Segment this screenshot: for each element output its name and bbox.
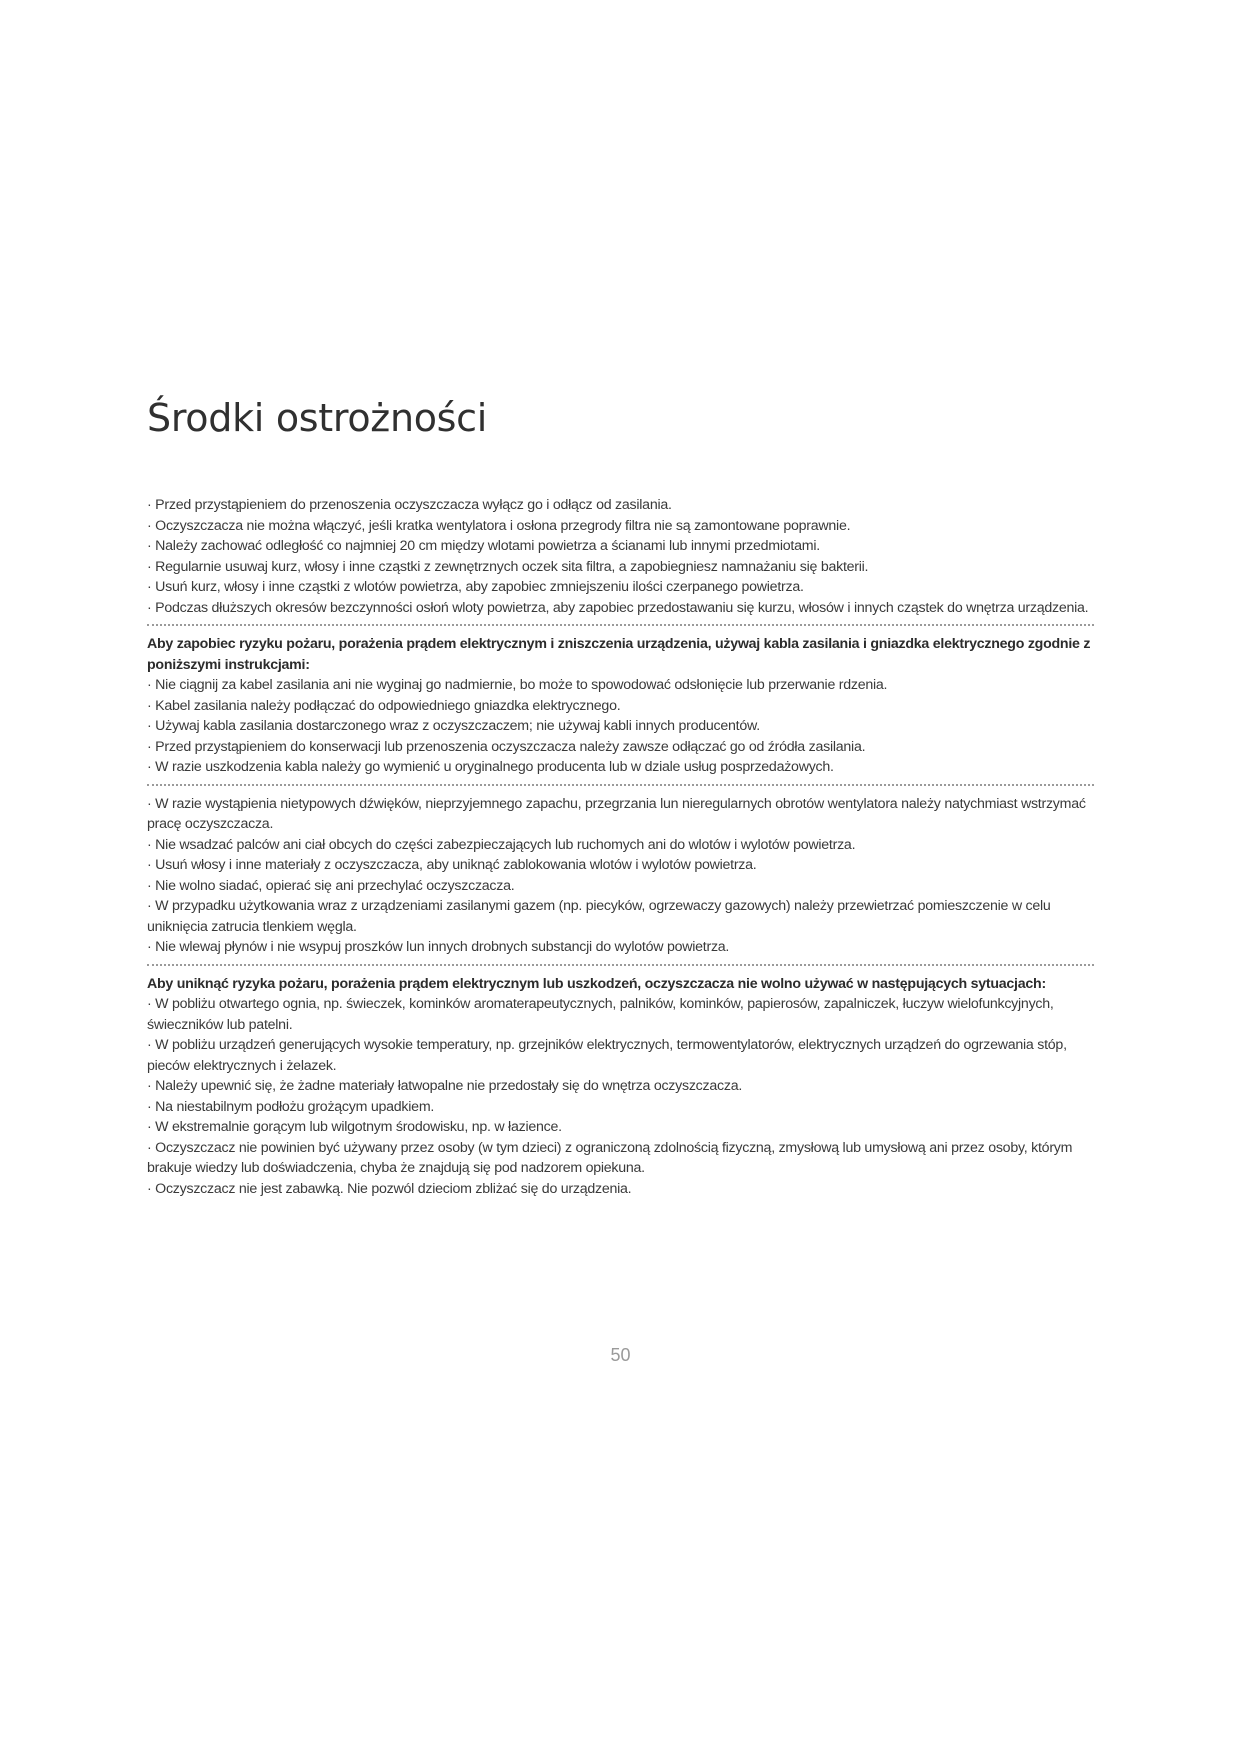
list-item: · Kabel zasilania należy podłączać do odpowiedniego gniazdka elektrycznego. [147, 696, 1094, 717]
list-item: · W ekstremalnie gorącym lub wilgotnym środowisku, np. w łazience. [147, 1117, 1094, 1138]
list-item: · Nie ciągnij za kabel zasilania ani nie wyginaj go nadmiernie, bo może to spowodować odsłonięcie lub przerwanie rdzenia. [147, 675, 1094, 696]
list-item: · W przypadku użytkowania wraz z urządzeniami zasilanymi gazem (np. piecyków, ogrzewaczy gazowych) należy przewietrzać pomieszczenie w celu uniknięcia zatrucia tlenkiem węgla. [147, 896, 1094, 937]
list-item: · Podczas dłuższych okresów bezczynności osłoń wloty powietrza, aby zapobiec przedostawaniu się kurzu, włosów i innych cząstek do wnętrza urządzenia. [147, 598, 1094, 619]
list-item: · Usuń włosy i inne materiały z oczyszczacza, aby uniknąć zablokowania wlotów i wylotów powietrza. [147, 855, 1094, 876]
list-item: · Używaj kabla zasilania dostarczonego wraz z oczyszczaczem; nie używaj kabli innych producentów. [147, 716, 1094, 737]
section-heading: Aby uniknąć ryzyka pożaru, porażenia prądem elektrycznym lub uszkodzeń, oczyszczacza nie wolno używać w następujących sytuacjach: [147, 975, 1046, 992]
list-item: · Na niestabilnym podłożu grożącym upadkiem. [147, 1097, 1094, 1118]
list-item: · W pobliżu urządzeń generujących wysokie temperatury, np. grzejników elektrycznych, termowentylatorów, elektrycznych urządzeń do ogrzewania stóp, pieców elektrycznych i żelazek. [147, 1035, 1094, 1076]
list-item: · Usuń kurz, włosy i inne cząstki z wlotów powietrza, aby zapobiec zmniejszeniu ilości czerpanego powietrza. [147, 577, 1094, 598]
page-title: Środki ostrożności [147, 396, 488, 440]
precautions-content [147, 495, 1094, 1199]
section-heading: Aby zapobiec ryzyku pożaru, porażenia prądem elektrycznym i zniszczenia urządzenia, używaj kabla zasilania i gniazdka elektrycznego zgodnie z poniższymi instrukcjami: [147, 636, 1091, 673]
bullet-list [147, 794, 1094, 958]
section-operation [147, 784, 1094, 958]
list-item: · Oczyszczacz nie powinien być używany przez osoby (w tym dzieci) z ograniczoną zdolnością fizyczną, zmysłową lub umysłową ani przez osoby, którym brakuje wiedzy lub doświadczenia, chyba że znajdują się pod nadzorem opiekuna. [147, 1138, 1094, 1179]
list-item: · W razie uszkodzenia kabla należy go wymienić u oryginalnego producenta lub w dziale usług posprzedażowych. [147, 757, 1094, 778]
bullet-list [147, 495, 1094, 618]
bullet-list [147, 994, 1094, 1199]
list-item: · Należy zachować odległość co najmniej 20 cm między wlotami powietrza a ścianami lub innymi przedmiotami. [147, 536, 1094, 557]
list-item: · Należy upewnić się, że żadne materiały łatwopalne nie przedostały się do wnętrza oczyszczacza. [147, 1076, 1094, 1097]
section-power-cable [147, 624, 1094, 778]
section-prohibited-situations [147, 964, 1094, 1200]
list-item: · W razie wystąpienia nietypowych dźwięków, nieprzyjemnego zapachu, przegrzania lun nieregularnych obrotów wentylatora należy natychmiast wstrzymać pracę oczyszczacza. [147, 794, 1094, 835]
list-item: · Oczyszczacza nie można włączyć, jeśli kratka wentylatora i osłona przegrody filtra nie są zamontowane poprawnie. [147, 516, 1094, 537]
page-number: 50 [610, 1345, 631, 1365]
list-item: · Nie wlewaj płynów i nie wsypuj proszków lun innych drobnych substancji do wylotów powietrza. [147, 937, 1094, 958]
list-item: · W pobliżu otwartego ognia, np. świeczek, kominków aromaterapeutycznych, palników, kominków, papierosów, zapalniczek, łuczyw wielofunkcyjnych, świeczników lub patelni. [147, 994, 1094, 1035]
list-item: · Regularnie usuwaj kurz, włosy i inne cząstki z zewnętrznych oczek sita filtra, a zapobiegniesz namnażaniu się bakterii. [147, 557, 1094, 578]
bullet-list [147, 675, 1094, 778]
list-item: · Przed przystąpieniem do przenoszenia oczyszczacza wyłącz go i odłącz od zasilania. [147, 495, 1094, 516]
list-item: · Nie wsadzać palców ani ciał obcych do części zabezpieczających lub ruchomych ani do wlotów i wylotów powietrza. [147, 835, 1094, 856]
list-item: · Oczyszczacz nie jest zabawką. Nie pozwól dzieciom zbliżać się do urządzenia. [147, 1179, 1094, 1200]
list-item: · Nie wolno siadać, opierać się ani przechylać oczyszczacza. [147, 876, 1094, 897]
list-item: · Przed przystąpieniem do konserwacji lub przenoszenia oczyszczacza należy zawsze odłączać go od źródła zasilania. [147, 737, 1094, 758]
section-general [147, 495, 1094, 618]
